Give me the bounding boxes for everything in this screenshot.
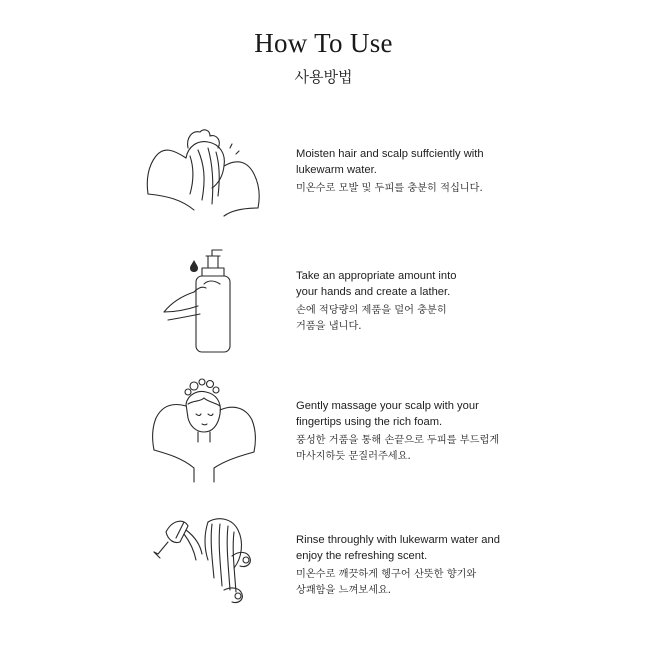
step-2-text xyxy=(296,268,521,335)
page-title: How To Use xyxy=(254,28,393,58)
step-4 xyxy=(0,502,647,622)
step-3-text xyxy=(296,398,521,465)
step-2 xyxy=(0,240,647,360)
step-1-text xyxy=(296,146,521,197)
step-4-ko: 미온수로 깨끗하게 헹구어 산뜻한 향기와 상쾌함을 느껴보세요. xyxy=(296,569,477,596)
step-1 xyxy=(0,118,647,238)
step-2-en: Take an appropriate amount into your hands and create a lather. xyxy=(296,270,457,298)
step-1-en: Moisten hair and scalp suffciently with lukewarm water. xyxy=(296,148,484,176)
step-3 xyxy=(0,370,647,490)
step-3-ko: 풍성한 거품을 통해 손끝으로 두피를 부드럽게 마사지하듯 문질러주세요. xyxy=(296,435,500,462)
shower-rinse-icon xyxy=(128,502,278,622)
step-4-en: Rinse throughly with lukewarm water and enjoy the refreshing scent. xyxy=(296,534,500,562)
step-3-en: Gently massage your scalp with your fingertips using the rich foam. xyxy=(296,400,479,428)
pump-bottle-icon xyxy=(128,240,278,360)
step-2-ko: 손에 적당량의 제품을 덜어 충분히 거품을 냅니다. xyxy=(296,305,447,332)
washing-hair-icon xyxy=(128,118,278,238)
page-subtitle: 사용방법 xyxy=(294,68,353,86)
scalp-massage-icon xyxy=(128,370,278,490)
step-4-text xyxy=(296,532,521,599)
step-1-ko: 미온수로 모발 및 두피를 충분히 적십니다. xyxy=(296,183,483,194)
